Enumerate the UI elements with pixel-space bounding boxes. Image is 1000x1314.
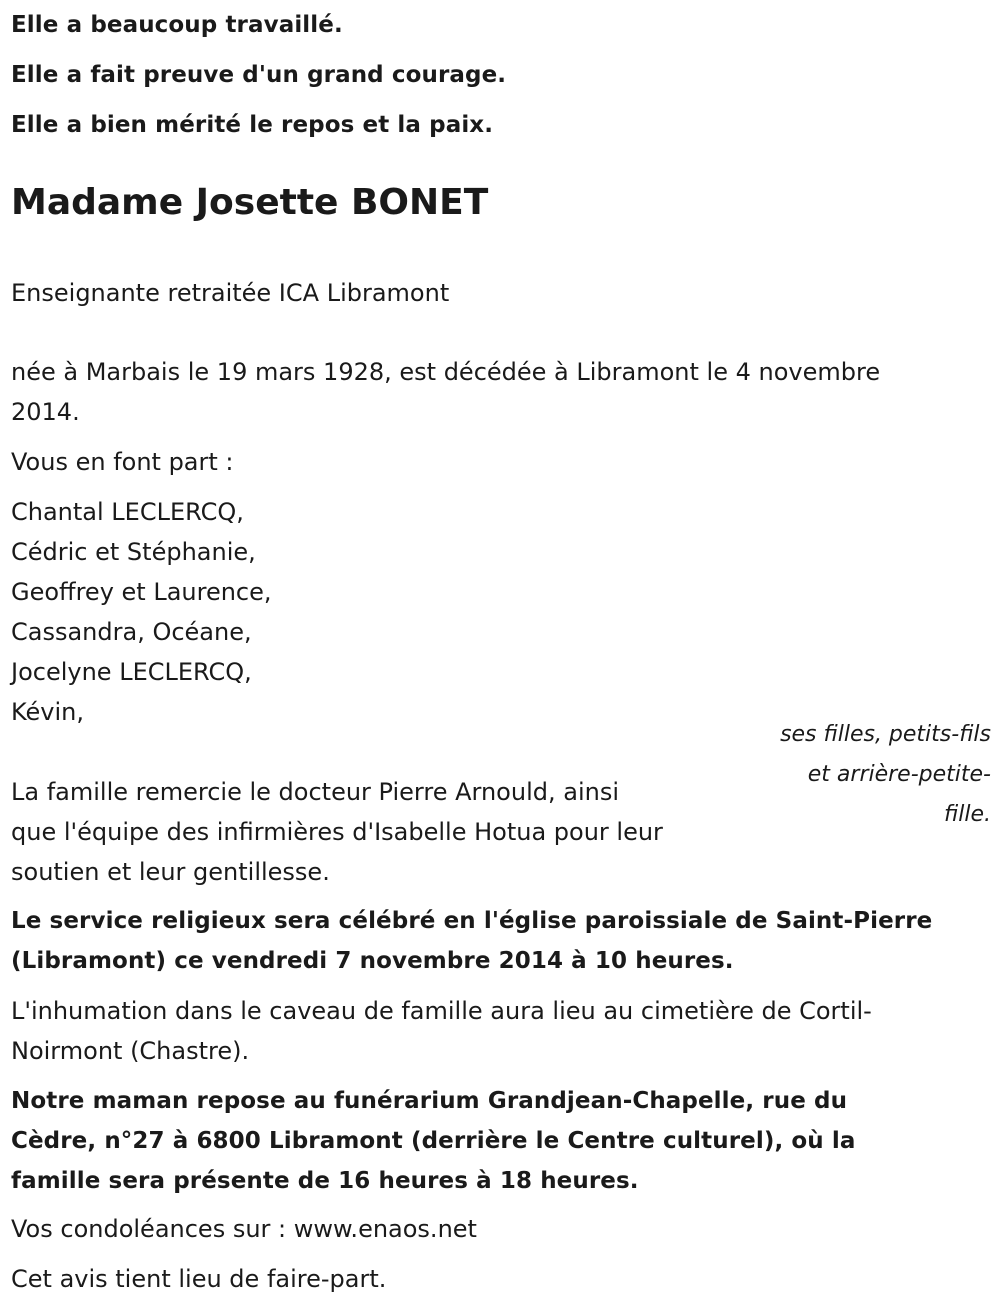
epigraph-line-1: Elle a beaucoup travaillé. (11, 12, 343, 38)
service-line-1: Le service religieux sera célébré en l'église paroissiale de Saint-Pierre (11, 908, 933, 934)
funerarium-line-1: Notre maman repose au funérarium Grandjean-Chapelle, rue du (11, 1088, 848, 1114)
funerarium-line-2: Cèdre, n°27 à 6800 Libramont (derrière le Centre culturel), où la (11, 1128, 856, 1154)
service-line-2: (Libramont) ce vendredi 7 novembre 2014 à 10 heures. (11, 948, 734, 974)
family-relation-line-3: fille. (944, 802, 991, 827)
thanks-line-1: La famille remercie le docteur Pierre Arnould, ainsi (11, 778, 619, 806)
burial-line-1: L'inhumation dans le caveau de famille aura lieu au cimetière de Cortil- (11, 997, 872, 1025)
family-relation-line-2: et arrière-petite- (807, 762, 991, 787)
profession: Enseignante retraitée ICA Libramont (11, 279, 450, 307)
condolences: Vos condoléances sur : www.enaos.net (11, 1215, 477, 1243)
epigraph-line-3: Elle a bien mérité le repos et la paix. (11, 112, 494, 138)
announcement-intro: Vous en font part : (11, 448, 234, 476)
funerarium-line-3: famille sera présente de 16 heures à 18 heures. (11, 1168, 639, 1194)
family-member: Chantal LECLERCQ, (11, 498, 244, 526)
epigraph-line-2: Elle a fait preuve d'un grand courage. (11, 62, 507, 88)
family-member: Jocelyne LECLERCQ, (11, 658, 252, 686)
deceased-name: Madame Josette BONET (11, 182, 489, 223)
birth-death-line-2: 2014. (11, 398, 80, 426)
family-member: Geoffrey et Laurence, (11, 578, 272, 606)
thanks-line-2: que l'équipe des infirmières d'Isabelle Hotua pour leur (11, 818, 663, 846)
family-member: Cédric et Stéphanie, (11, 538, 256, 566)
family-member: Cassandra, Océane, (11, 618, 252, 646)
burial-line-2: Noirmont (Chastre). (11, 1037, 250, 1065)
birth-death-line-1: née à Marbais le 19 mars 1928, est décédée à Libramont le 4 novembre (11, 358, 881, 386)
family-member: Kévin, (11, 698, 85, 726)
family-relation-line-1: ses filles, petits-fils (780, 722, 991, 747)
closing-note: Cet avis tient lieu de faire-part. (11, 1265, 387, 1293)
thanks-line-3: soutien et leur gentillesse. (11, 858, 330, 886)
